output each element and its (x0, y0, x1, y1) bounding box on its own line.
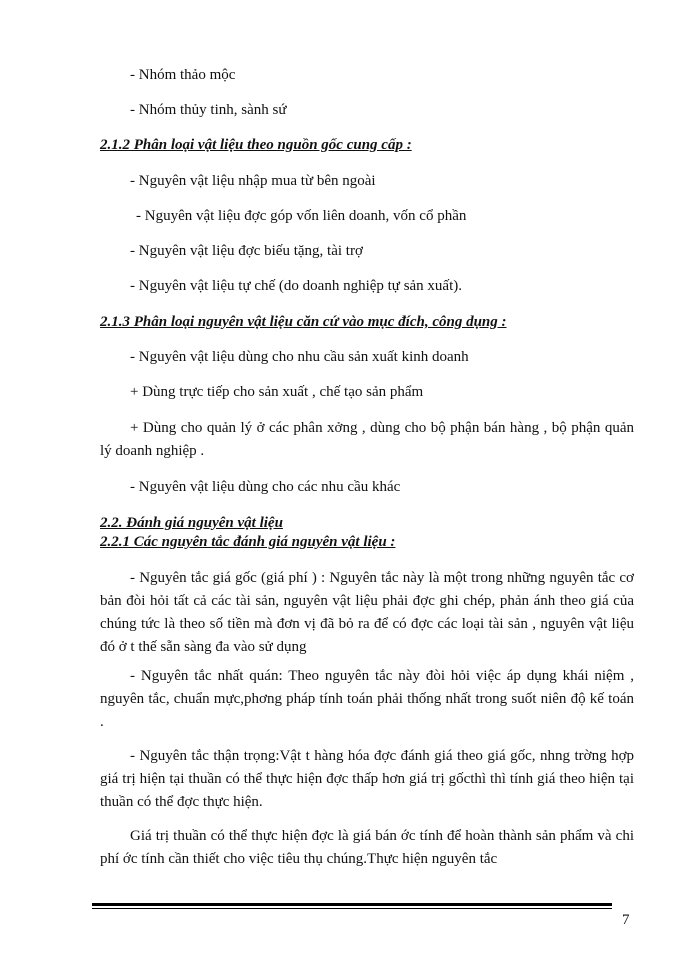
section-heading: 2.2. Đánh giá nguyên vật liệu (100, 515, 283, 531)
list-item: - Nhóm thủy tinh, sành sứ (130, 102, 287, 118)
section-heading: 2.2.1 Các nguyên tắc đánh giá nguyên vật liệu : (100, 534, 396, 550)
paragraph: - Nguyên tắc thận trọng:Vật t hàng hóa đợc đánh giá theo giá gốc, nhng trờng hợp giá trị hiện tại thuần có thể thực hiện đợc thấp hơn giá trị gốcthì thì tính giá theo hiện tại thuần có thể đợc thực hiện. (100, 748, 634, 810)
paragraph: - Nguyên tắc giá gốc (giá phí ) : Nguyên tắc này là một trong những nguyên tắc cơ bản đòi hỏi tất cả các tài sản, nguyên vật liệu phải đợc ghi chép, phản ánh theo giá của chúng tức là theo số tiền mà đơn vị đã bỏ ra để có đợc các loại tài sản , nguyên vật liệu đó ở t thế sẵn sàng đa vào sử dụng (100, 570, 634, 655)
list-item: - Nhóm thảo mộc (130, 67, 236, 83)
paragraph: Giá trị thuần có thể thực hiện đợc là giá bán ớc tính để hoàn thành sản phẩm và chi phí ớc tính cần thiết cho việc tiêu thụ chúng.Thực hiện nguyên tắc (100, 828, 634, 867)
footer-rule (92, 908, 612, 909)
list-item: + Dùng trực tiếp cho sản xuất , chế tạo sản phẩm (130, 384, 424, 400)
list-item: - Nguyên vật liệu tự chế (do doanh nghiệp tự sản xuất). (130, 278, 463, 294)
footer-rule (92, 903, 612, 906)
section-heading: 2.1.2 Phân loại vật liệu theo nguồn gốc cung cấp : (100, 137, 412, 153)
list-item: - Nguyên vật liệu dùng cho nhu cầu sản xuất kinh doanh (130, 349, 469, 365)
paragraph: - Nguyên tắc nhất quán: Theo nguyên tắc này đòi hỏi việc áp dụng khái niệm , nguyên tắc, chuẩn mực,phơng pháp tính toán phải thống nhất trong suốt niên độ kế toán . (100, 668, 634, 730)
section-heading: 2.1.3 Phân loại nguyên vật liệu căn cứ vào mục đích, công dụng : (100, 314, 507, 330)
list-item: - Nguyên vật liệu đợc góp vốn liên doanh, vốn cổ phần (136, 208, 467, 224)
list-item: - Nguyên vật liệu đợc biếu tặng, tài trợ (130, 243, 363, 259)
page-number: 7 (622, 912, 630, 928)
list-item: - Nguyên vật liệu nhập mua từ bên ngoài (130, 173, 376, 189)
list-item: - Nguyên vật liệu dùng cho các nhu cầu khác (130, 479, 401, 495)
paragraph: + Dùng cho quản lý ở các phân xởng , dùng cho bộ phận bán hàng , bộ phận quản lý doanh nghiệp . (100, 420, 634, 459)
